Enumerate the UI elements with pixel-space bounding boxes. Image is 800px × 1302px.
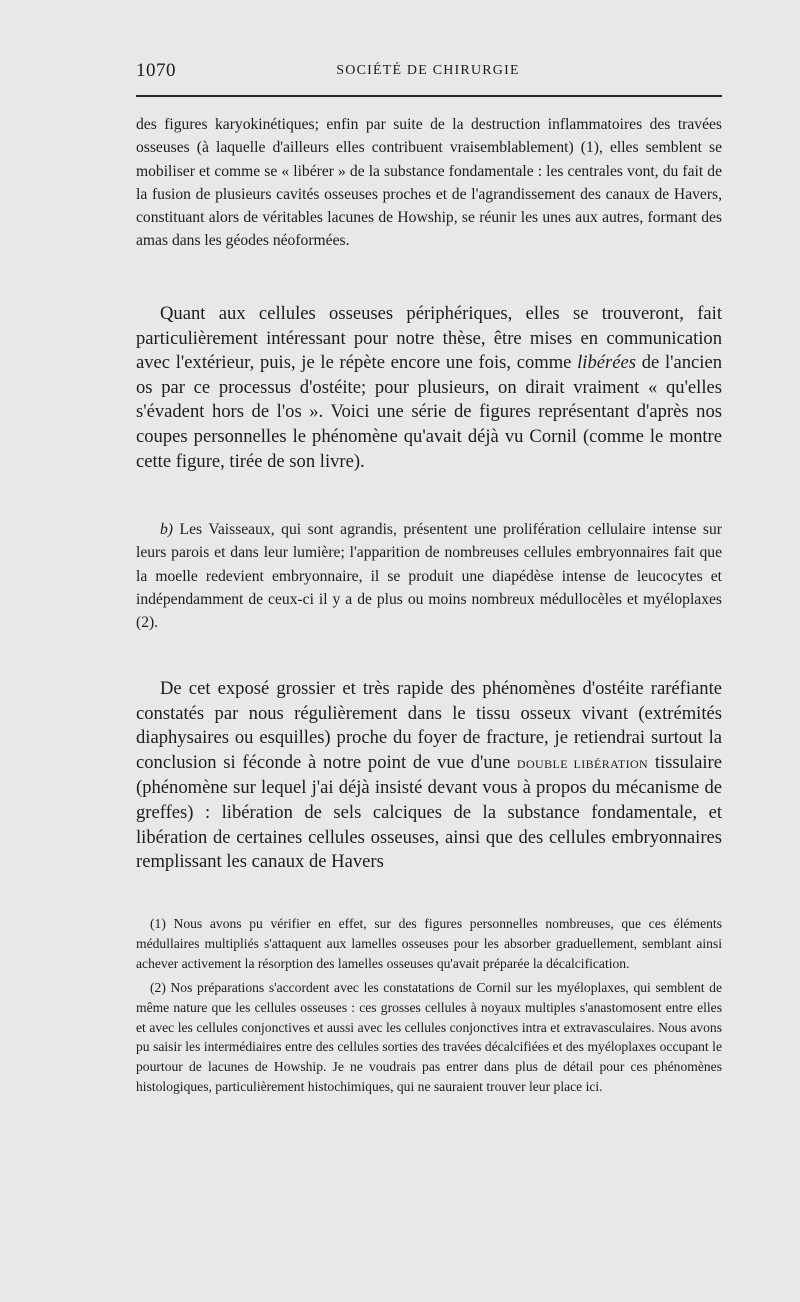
paragraph-4 [136, 677, 722, 875]
page-number: 1070 [136, 60, 176, 81]
italic-word: libérées [577, 352, 636, 374]
footnotes [136, 914, 722, 1101]
running-head: SOCIÉTÉ DE CHIRURGIE [336, 63, 520, 78]
page-header [136, 58, 720, 88]
paragraph-1 [136, 113, 722, 253]
paragraph-4-text [136, 677, 722, 875]
paragraph-3 [136, 518, 722, 634]
section-marker: b) [160, 521, 173, 538]
paragraph-4-part-a: De cet exposé grossier et très rapide des phénomènes d'ostéite raréfiante constatés par nous régulièrement dans le tissu osseux vivant (extrémités diaphysaires ou esquilles) proche du foyer de fracture, je retiendrai surtout la conclusion si féconde à notre point de vue d'une [136, 678, 722, 773]
small-caps-phrase: DOUBLE LIBÉRATION [516, 756, 649, 771]
paragraph-2-text [136, 302, 722, 474]
paragraph-2 [136, 302, 722, 474]
footnote-1: (1) Nous avons pu vérifier en effet, sur des figures personnelles nombreuses, que ces éléments médullaires multipliés s'attaquent aux lamelles osseuses pour les absorber graduellement, semblant ainsi achever activement la résorption des lamelles osseuses qu'avait préparée la décalcification. [136, 916, 722, 971]
header-rule [136, 95, 722, 97]
paragraph-2-part-a: Quant aux cellules osseuses périphériques, elles se trouveront, fait particulièrement intéressant pour notre thèse, être mises en communication avec l'extérieur, puis, je le répète encore une fois, comme [136, 303, 722, 374]
paragraph-3-text [136, 518, 722, 634]
paragraph-3-body: Les Vaisseaux, qui sont agrandis, présentent une prolifération cellulaire intense sur leurs parois et dans leur lumière; l'apparition de nombreuses cellules embryonnaires fait que la moelle redevient embryonnaire, il se produit une diapédèse intense de leucocytes et indépendamment de ceux-ci il y a de plus ou moins nombreux médullocèles et myéloplaxes (2). [136, 521, 722, 632]
footnote-2: (2) Nos préparations s'accordent avec les constatations de Cornil sur les myéloplaxes, qui semblent de même nature que les cellules osseuses : ces grosses cellules à noyaux multiples s'anastomosent entre elles et avec les cellules conjonctives et aussi avec les cellules conjonctives intra et extravasculaires. Nous avons pu saisir les intermédiaires entre des cellules sorties des travées décalcifiées et des myéloplaxes occupant le pourtour de lacunes de Howship. Je ne voudrais pas entrer dans plus de détail pour ces phénomènes histologiques, particulièrement histochimiques, qui ne sauraient trouver leur place ici. [136, 979, 722, 1095]
paragraph-1-text: des figures karyokinétiques; enfin par suite de la destruction inflammatoires des travées osseuses (à laquelle d'ailleurs elles contribuent vraisemblablement) (1), elles semblent se mobiliser et comme se « libérer » de la substance fondamentale : les centrales vont, du fait de la fusion de plusieurs cavités osseuses proches et de l'agrandissement des canaux de Havers, constituant alors de véritables lacunes de Howship, se réunir les unes aux autres, formant des amas dans les géodes néoformées. [136, 116, 722, 250]
paragraph-2-part-b: de l'ancien os par ce processus d'ostéite; pour plusieurs, on dirait vraiment « qu'elles s'évadent hors de l'os ». Voici une série de figures représentant d'après nos coupes personnelles le phénomène qu'avait déjà vu Cornil (comme le montre cette figure, tirée de son livre). [136, 352, 722, 472]
paragraph-4-part-b: tissulaire (phénomène sur lequel j'ai déjà insisté devant vous à propos du mécanisme de greffes) : libération de sels calciques de la substance fondamentale, et libération de certaines cellules osseuses, ainsi que des cellules embryonnaires remplissant les canaux de Havers [136, 751, 722, 873]
